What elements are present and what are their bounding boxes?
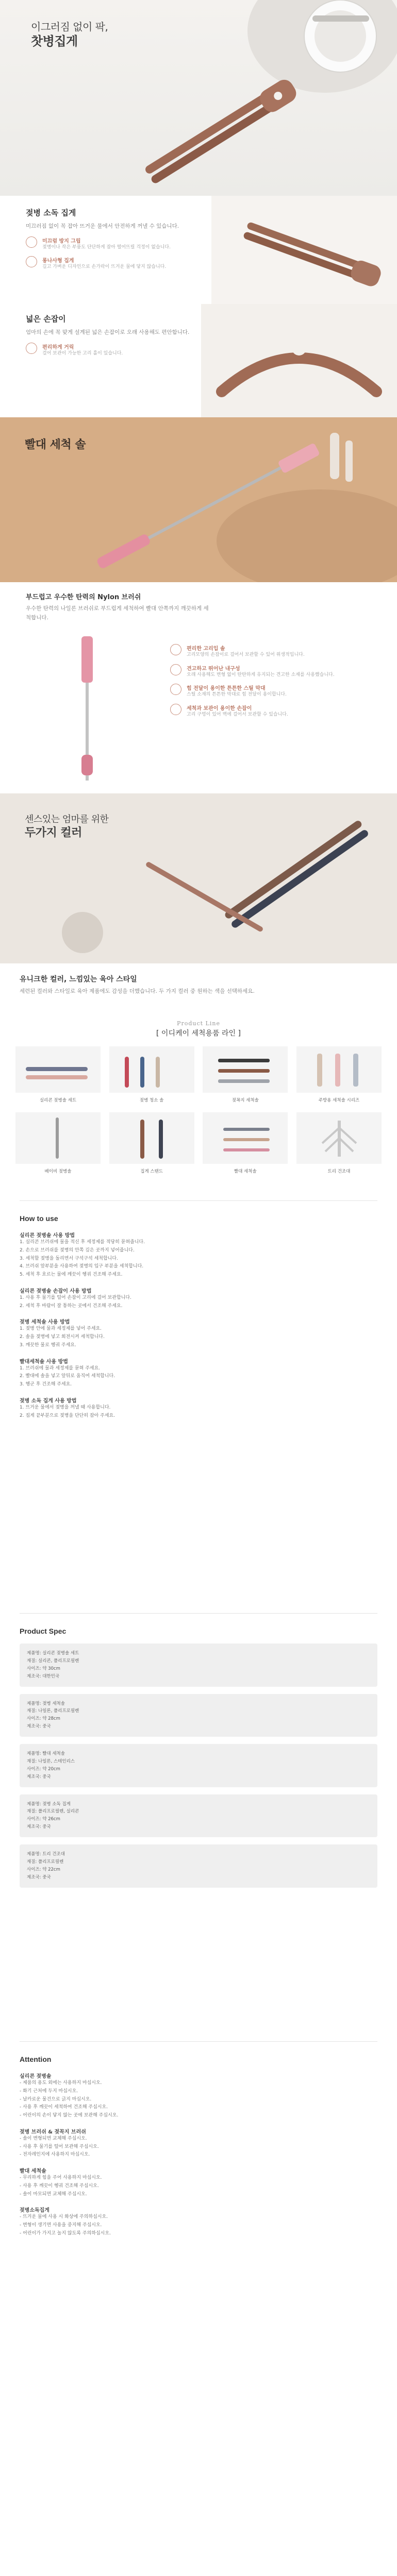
attention-item: - 뜨거운 물에 사용 시 화상에 주의하십시오. [20, 2214, 108, 2220]
howto-item: 2. 빨대에 솔을 넣고 앞뒤로 움직여 세척합니다. [20, 1374, 115, 1379]
color-text-section [0, 963, 397, 1015]
color-title-line2: 두가지 컬러 [25, 826, 82, 839]
howto-item: 1. 젖병 안에 물과 세정제를 넣어 주세요. [20, 1326, 102, 1332]
wide-desc: 엄마의 손에 꼭 맞게 설계된 넓은 손잡이로 오래 사용해도 편안합니다. [26, 329, 190, 335]
spec-line: 제조국: 중국 [27, 1874, 51, 1880]
tongs-photo [211, 196, 397, 304]
howto-item: 1. 사용 후 물기를 털어 손잡이 고리에 걸어 보관합니다. [20, 1295, 131, 1300]
wide-handle-photo [201, 304, 397, 417]
tongs-heading: 젖병 소독 집게 [26, 208, 76, 217]
attention-item: - 사용 후 깨끗이 헹궈 건조해 주십시오. [20, 2183, 99, 2189]
product-card[interactable] [203, 1112, 288, 1174]
spec-line: 사이즈: 약 28cm [27, 1716, 60, 1722]
spec-line: 제조국: 대한민국 [27, 1673, 60, 1679]
feature-title: 편리하게 거릭 [42, 344, 74, 350]
feature-title: 미끄럼 방지 그립 [42, 238, 81, 244]
baby-bottle-brush-image [15, 1112, 101, 1164]
product-name: 집게 스탠드 [140, 1169, 163, 1174]
spec-line: 사이즈: 약 22cm [27, 1867, 60, 1872]
attention-subtitle-1: 실리콘 젖병솔 [20, 2074, 52, 2079]
product-name: 실리콘 젖병솔 세트 [39, 1098, 77, 1103]
spec-line: 재질: 폴리프로필렌 [27, 1859, 64, 1865]
spec-card [20, 1694, 377, 1737]
product-card[interactable] [109, 1112, 194, 1174]
grip-icon [26, 236, 37, 248]
attention-item: - 날카로운 물건으로 긁지 마십시오. [20, 2096, 92, 2102]
feature-desc: 걸어 보관이 가능한 고리 홀이 있습니다. [42, 350, 123, 356]
howto-item: 3. 헹군 후 건조해 주세요. [20, 1382, 72, 1387]
product-line-section [0, 1015, 397, 1200]
attention-item: - 전자레인지에 사용하지 마십시오. [20, 2152, 90, 2158]
spec-line: 제품명: 트리 건조대 [27, 1852, 65, 1857]
spec-card [20, 1794, 377, 1838]
howto-subtitle-5: 젖병 소독 집게 사용 방법 [20, 1398, 77, 1404]
howto-item: 2. 집게 끝부분으로 젖병을 단단히 잡아 주세요. [20, 1413, 115, 1418]
straw-desc: 우수한 탄력의 나일론 브러쉬로 부드럽게 세척하여 빨대 안쪽까지 깨끗하게 세척합니다. [26, 605, 209, 621]
product-grid-row1 [0, 1038, 397, 1103]
silicone-brush-set-image [15, 1046, 101, 1093]
attention-item: - 솔이 마모되면 교체해 주십시오. [20, 2191, 87, 2197]
spec-line: 재질: 폴리프로필렌, 실리콘 [27, 1809, 79, 1815]
hero-section [0, 0, 397, 196]
howto-subtitle-4: 빨대세척솔 사용 방법 [20, 1359, 68, 1365]
straw-section [0, 582, 397, 793]
attention-item: - 화기 근처에 두지 마십시오. [20, 2088, 78, 2094]
spec-line: 재질: 나일론, 스테인리스 [27, 1758, 75, 1764]
attention-item: - 어린이의 손이 닿지 않는 곳에 보관해 주십시오. [20, 2113, 119, 2118]
feature-title: 견고하고 뛰어난 내구성 [187, 666, 240, 672]
howto-item: 2. 솔을 젖병에 넣고 회전시켜 세척합니다. [20, 1334, 105, 1340]
howto-subtitle-3: 젖병 세척솔 사용 방법 [20, 1319, 70, 1326]
straw-feature-1 [170, 644, 382, 659]
howto-item: 1. 뜨거운 물에서 젖병을 꺼낼 때 사용합니다. [20, 1404, 111, 1410]
nipple-brush-image [203, 1046, 288, 1093]
product-card[interactable] [203, 1046, 288, 1103]
handle-icon [170, 704, 181, 715]
tongs-feature-2 [26, 256, 196, 271]
product-spec-section [0, 1614, 397, 2041]
spec-line: 사이즈: 약 30cm [27, 1666, 60, 1671]
spec-line: 재질: 실리콘, 폴리프로필렌 [27, 1658, 79, 1664]
tong-stand-image [109, 1112, 194, 1164]
spec-line: 사이즈: 약 20cm [27, 1766, 60, 1772]
hero-title-line2: 찻병집게 [31, 34, 78, 48]
feature-desc: 오래 사용해도 변형 없이 탄탄하게 유지되는 견고한 소재를 사용했습니다. [187, 672, 335, 677]
howto-item: 1. 실리콘 브러쉬에 물을 적신 후 세정제를 적당히 묻혀줍니다. [20, 1240, 145, 1245]
spec-line: 제품명: 빨대 세척솔 [27, 1751, 65, 1756]
how-to-use-title: How to use [20, 1214, 58, 1223]
attention-subtitle-3: 빨대 세척솔 [20, 2168, 46, 2174]
product-line-label: Product Line [177, 1020, 220, 1027]
tong-icon [26, 256, 37, 267]
product-name: 젖병 청소 솔 [139, 1098, 164, 1103]
product-card[interactable] [296, 1112, 382, 1174]
feature-desc: 고리모양의 손잡이로 걸어서 보관할 수 있어 위생적입니다. [187, 652, 305, 657]
straw-feature-4 [170, 704, 382, 719]
product-card[interactable] [296, 1046, 382, 1103]
spec-card [20, 1643, 377, 1687]
product-name: 젖꼭지 세척솔 [231, 1098, 259, 1103]
steel-bar-icon [170, 684, 181, 695]
wide-feature [26, 343, 191, 358]
straw-banner [0, 417, 397, 582]
feature-title: 힘 전달이 용이한 튼튼한 스틸 막대 [187, 686, 266, 691]
hang-icon [170, 644, 181, 655]
howto-subtitle-1: 실리콘 젖병솔 사용 방법 [20, 1233, 75, 1239]
tongs-feature-1 [26, 236, 196, 251]
howto-subtitle-2: 실리콘 젖병솔 손잡이 사용 방법 [20, 1288, 92, 1294]
straw-brush-illustration [52, 631, 124, 786]
color-heading: 유니크한 컬러, 느낌있는 육아 스타일 [20, 975, 137, 984]
straw-heading: 부드럽고 우수한 탄력의 Nylon 브러쉬 [26, 594, 141, 601]
bottle-brush-image [109, 1046, 194, 1093]
howto-item: 2. 세척 후 바람이 잘 통하는 곳에서 건조해 주세요. [20, 1303, 123, 1309]
howto-item: 5. 세척 후 흐르는 물에 깨끗이 헹궈 건조해 주세요. [20, 1272, 123, 1277]
howto-item: 4. 브러쉬 앞부분을 사용하여 젖병의 입구 부분을 세척합니다. [20, 1264, 144, 1269]
spec-card [20, 1744, 377, 1787]
color-title-line1: 센스있는 엄마를 위한 [25, 814, 109, 825]
product-card[interactable] [15, 1112, 101, 1174]
wide-handle-section [0, 304, 397, 417]
color-desc: 세련된 컬러와 스타일로 육아 제품에도 감성을 더했습니다. 두 가지 컬러 중 원하는 색을 선택하세요. [20, 988, 255, 994]
spec-line: 재질: 나일론, 폴리프로필렌 [27, 1708, 79, 1714]
product-name: 베이비 젖병솔 [44, 1169, 72, 1174]
feature-title: 세척과 보관이 용이한 손잡이 [187, 705, 252, 711]
wide-heading: 넓은 손잡이 [26, 314, 66, 324]
feature-title: 롱나사형 집게 [42, 258, 74, 264]
attention-item: - 어린이가 가지고 놀지 않도록 주의하십시오. [20, 2230, 111, 2236]
feature-desc: 스틸 소재의 튼튼한 막대로 힘 전달이 용이합니다. [187, 692, 287, 697]
howto-item: 3. 세척할 젖병을 돌리면서 구석구석 세척합니다. [20, 1256, 118, 1261]
product-name: 빨대 세척솔 [234, 1169, 257, 1174]
product-spec-title: Product Spec [20, 1627, 67, 1635]
feature-desc: 길고 가벼운 디자인으로 손가락이 뜨거운 물에 닿지 않습니다. [42, 264, 167, 270]
attention-subtitle-2: 젖병 브러쉬 & 젖꼭지 브러쉬 [20, 2129, 86, 2135]
spec-line: 제조국: 중국 [27, 1774, 51, 1780]
spec-line: 제조국: 중국 [27, 1824, 51, 1830]
tongs-section [0, 196, 397, 304]
attention-item: - 무리하게 힘을 주어 사용하지 마십시오. [20, 2175, 102, 2180]
product-card[interactable] [15, 1046, 101, 1103]
product-line-title: [ 이디케이 세척용품 라인 ] [156, 1029, 241, 1038]
attention-item: - 변형이 생기면 사용을 중지해 주십시오. [20, 2223, 102, 2228]
spec-line: 제조국: 중국 [27, 1724, 51, 1730]
product-name: 트리 건조대 [327, 1169, 351, 1174]
howto-item: 3. 깨끗한 물로 헹궈 주세요. [20, 1342, 76, 1348]
straw-feature-3 [170, 684, 382, 699]
kitchen-brush-image [296, 1046, 382, 1093]
product-card[interactable] [109, 1046, 194, 1103]
spec-line: 제품명: 실리콘 젖병솔 세트 [27, 1651, 79, 1656]
feature-title: 편리한 고리입 솔 [187, 646, 225, 652]
straw-banner-title: 빨대 세척 솔 [25, 438, 86, 451]
spec-line: 제품명: 젖병 소독 집게 [27, 1801, 71, 1807]
drying-rack-image [296, 1112, 382, 1164]
howto-item: 2. 손으로 브러쉬를 젖병의 안쪽 깊은 곳까지 넣어줍니다. [20, 1247, 135, 1253]
hook-icon [26, 343, 37, 354]
attention-section [0, 2042, 397, 2576]
attention-title: Attention [20, 2055, 52, 2063]
how-to-use-section [0, 1201, 397, 1613]
howto-item: 1. 브러쉬에 물과 세정제를 묻혀 주세요. [20, 1365, 101, 1371]
tongs-desc: 미끄러짐 없이 꼭 잡아 뜨거운 물에서 안전하게 꺼낼 수 있습니다. [26, 223, 179, 229]
straw-brush-image [203, 1112, 288, 1164]
product-name: 주방용 세척솔 시리즈 [318, 1098, 360, 1103]
straw-feature-2 [170, 664, 382, 679]
attention-item: - 제품의 용도 외에는 사용하지 마십시오. [20, 2080, 102, 2086]
durable-icon [170, 664, 181, 675]
spec-card [20, 1844, 377, 1888]
attention-item: - 사용 후 물기를 털어 보관해 주십시오. [20, 2144, 99, 2149]
attention-item: - 사용 후 깨끗이 세척하여 건조해 주십시오. [20, 2105, 108, 2110]
spec-line: 사이즈: 약 26cm [27, 1817, 60, 1822]
spec-line: 제품명: 젖병 세척솔 [27, 1701, 65, 1706]
color-banner [0, 793, 397, 963]
feature-desc: 고리 구멍이 있어 벽에 걸어서 보관할 수 있습니다. [187, 711, 288, 717]
attention-item: - 솔이 변형되면 교체해 주십시오. [20, 2136, 87, 2141]
hero-title-line1: 이그러짐 없이 팍, [31, 21, 108, 33]
feature-desc: 젖병이나 작은 부품도 단단하게 잡아 떨어뜨릴 걱정이 없습니다. [42, 244, 171, 250]
product-grid-row2 [0, 1103, 397, 1174]
attention-subtitle-4: 젖병소독집게 [20, 2208, 49, 2214]
